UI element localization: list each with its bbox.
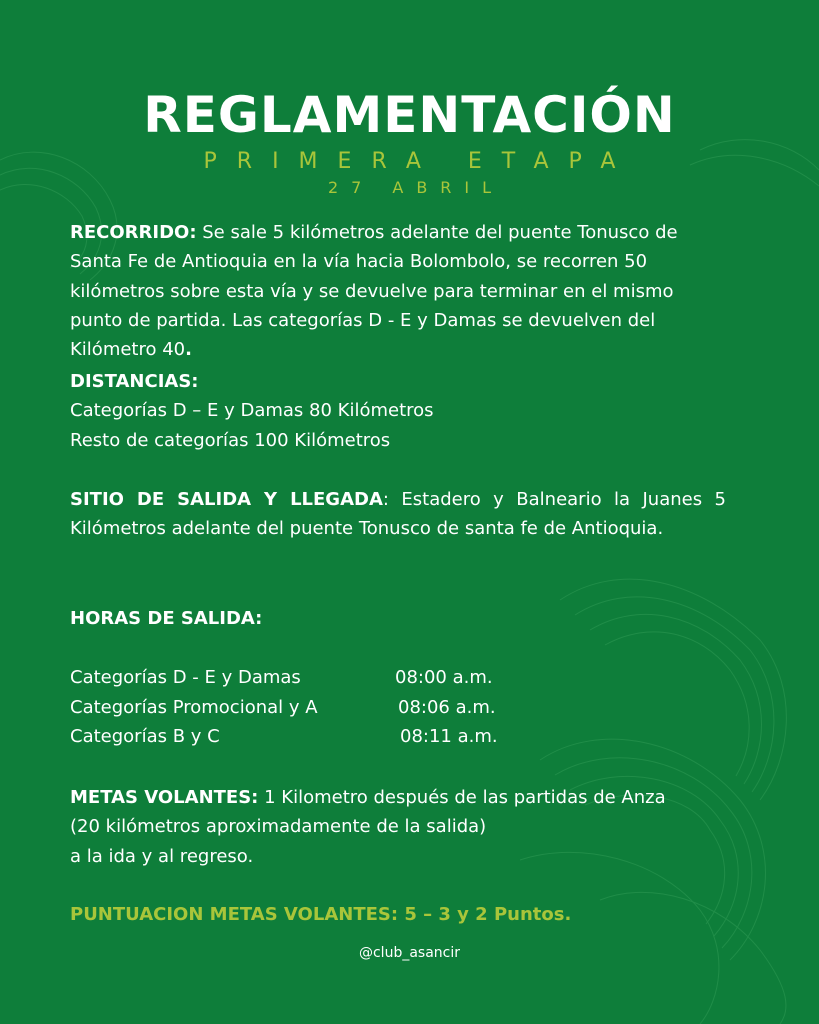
schedule-category: Categorías Promocional y A — [70, 696, 318, 718]
metas-section — [70, 783, 726, 871]
schedule-row — [70, 722, 726, 752]
horas-schedule — [70, 663, 726, 752]
horas-label: HORAS DE SALIDA: — [70, 608, 263, 629]
distancias-line: Categorías D – E y Damas 80 Kilómetros — [70, 400, 434, 422]
distancias-label: DISTANCIAS: — [70, 371, 199, 392]
recorrido-section — [70, 218, 726, 364]
puntuacion-metas: PUNTUACION METAS VOLANTES: 5 – 3 y 2 Puntos. — [70, 904, 572, 925]
social-handle: @club_asancir — [358, 945, 460, 961]
distancias-line: Resto de categorías 100 Kilómetros — [70, 429, 391, 451]
distancias-section — [70, 367, 726, 455]
schedule-category: Categorías D - E y Damas — [70, 667, 301, 688]
page-title: REGLAMENTACIÓN — [143, 86, 676, 144]
metas-line: (20 kilómetros aproximadamente de la salida) — [70, 816, 487, 838]
sitio-label: SITIO DE SALIDA Y LLEGADA — [70, 489, 383, 510]
recorrido-label: RECORRIDO: — [70, 222, 197, 243]
sitio-section — [70, 485, 726, 544]
event-date: 27 ABRIL — [327, 178, 505, 197]
stage-subtitle: PRIMERA ETAPA — [203, 149, 636, 174]
schedule-row — [70, 693, 726, 723]
metas-label: METAS VOLANTES: — [70, 787, 259, 808]
schedule-time: 08:06 a.m. — [398, 696, 496, 718]
schedule-time: 08:00 a.m. — [395, 667, 493, 688]
schedule-category: Categorías B y C — [70, 726, 220, 747]
recorrido-text: Se sale 5 kilómetros adelante del puente Tonusco de Santa Fe de Antioquia en la vía hacia Bolombolo, se recorren 50 kilómetros sobre esta vía y se devuelve para terminar en el mismo punto de partida. Las categorías D - E y Damas se devuelven del Kilómetro 40 — [70, 222, 678, 361]
recorrido-end: . — [185, 339, 192, 361]
metas-text: 1 Kilometro después de las partidas de Anza — [258, 787, 666, 808]
metas-line: a la ida y al regreso. — [70, 845, 254, 867]
schedule-row — [70, 663, 726, 693]
sitio-text: : Estadero y Balneario la Juanes 5 Kilómetros adelante del puente Tonusco de santa fe de Antioquia. — [70, 489, 726, 540]
schedule-time: 08:11 a.m. — [400, 726, 498, 747]
